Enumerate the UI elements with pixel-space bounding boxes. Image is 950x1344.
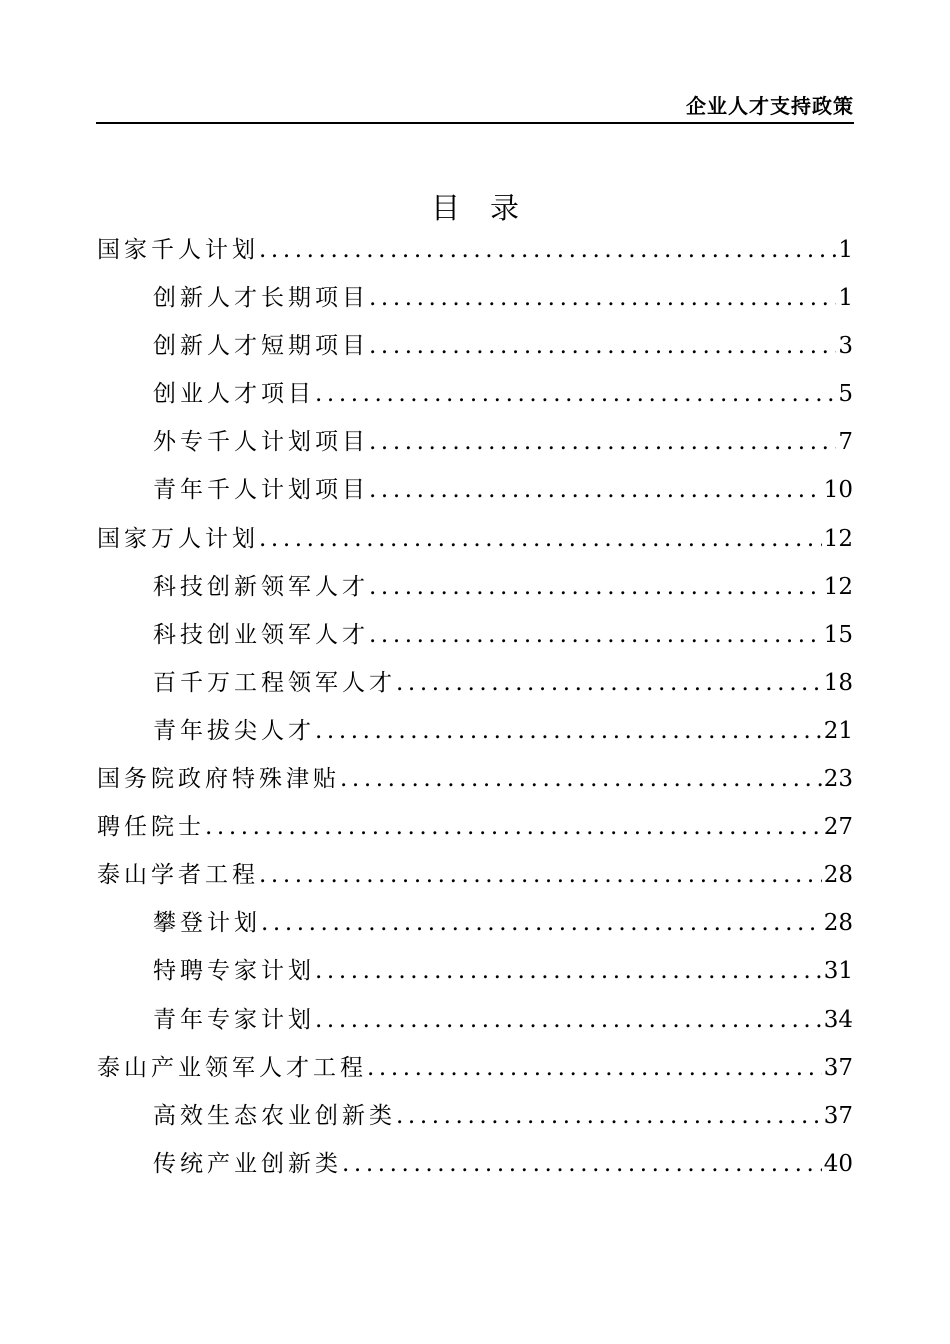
toc-entry-label: 青年专家计划 (153, 1006, 315, 1033)
toc-dot-leader (369, 418, 836, 466)
toc-dot-leader (396, 1092, 822, 1140)
toc-entry-label: 国家千人计划 (97, 237, 259, 263)
toc-entry[interactable] (97, 851, 853, 899)
toc-entry-page-number: 1 (838, 285, 853, 312)
toc-entry[interactable] (97, 466, 853, 514)
toc-dot-leader (369, 274, 836, 322)
toc-entry[interactable] (97, 1044, 853, 1092)
toc-title: 目录 (430, 191, 549, 225)
toc-dot-leader (396, 659, 822, 707)
toc-entry-label: 聘任院士 (97, 814, 205, 841)
toc-entry-label: 创新人才短期项目 (153, 333, 369, 360)
toc-entry-page-number: 21 (823, 717, 853, 744)
toc-list (97, 226, 853, 1188)
toc-entry-label: 科技创新领军人才 (153, 573, 369, 600)
toc-entry-label: 泰山产业领军人才工程 (97, 1054, 367, 1081)
toc-entry-page-number: 15 (823, 621, 853, 648)
toc-entry-label: 外专千人计划项目 (153, 429, 369, 456)
toc-entry-label: 青年千人计划项目 (153, 477, 369, 504)
toc-entry-label: 科技创业领军人才 (153, 621, 369, 648)
toc-entry-label: 攀登计划 (153, 910, 261, 937)
toc-entry-label: 国家万人计划 (97, 525, 259, 552)
toc-entry[interactable] (97, 322, 853, 370)
toc-entry[interactable] (97, 418, 853, 466)
toc-entry-page-number: 5 (838, 381, 853, 408)
toc-dot-leader (315, 707, 822, 755)
toc-entry-label: 高效生态农业创新类 (153, 1102, 396, 1129)
toc-entry-label: 青年拔尖人才 (153, 717, 315, 744)
toc-entry-page-number: 28 (823, 910, 853, 937)
toc-entry[interactable] (97, 515, 853, 563)
toc-entry-page-number: 3 (838, 333, 853, 360)
toc-dot-leader (369, 466, 822, 514)
toc-dot-leader (342, 1140, 822, 1188)
toc-entry[interactable] (97, 707, 853, 755)
toc-entry-page-number: 40 (823, 1150, 853, 1177)
toc-dot-leader (259, 851, 822, 899)
toc-dot-leader (261, 899, 822, 947)
toc-entry-label: 国务院政府特殊津贴 (97, 766, 340, 793)
toc-entry-page-number: 12 (823, 525, 853, 552)
toc-dot-leader (205, 803, 822, 851)
toc-entry[interactable] (97, 1140, 853, 1188)
toc-entry[interactable] (97, 611, 853, 659)
toc-dot-leader (340, 755, 822, 803)
toc-dot-leader (315, 370, 836, 418)
toc-dot-leader (369, 563, 822, 611)
toc-entry[interactable] (97, 274, 853, 322)
toc-entry-label: 创业人才项目 (153, 381, 315, 408)
page-header (96, 92, 854, 124)
toc-dot-leader (315, 996, 822, 1044)
toc-entry-page-number: 1 (838, 237, 853, 263)
toc-entry-label: 百千万工程领军人才 (153, 669, 396, 696)
toc-entry-page-number: 10 (823, 477, 853, 504)
toc-entry-page-number: 37 (823, 1102, 853, 1129)
toc-dot-leader (367, 1044, 822, 1092)
toc-dot-leader (259, 226, 836, 274)
toc-entry[interactable] (97, 947, 853, 995)
toc-entry-page-number: 27 (823, 814, 853, 841)
header-title: 企业人才支持政策 (686, 94, 854, 118)
toc-entry[interactable] (97, 659, 853, 707)
toc-entry-label: 创新人才长期项目 (153, 285, 369, 312)
toc-dot-leader (315, 947, 822, 995)
toc-entry-page-number: 34 (823, 1006, 853, 1033)
toc-entry-label: 传统产业创新类 (153, 1150, 342, 1177)
toc-entry-page-number: 18 (823, 669, 853, 696)
toc-entry[interactable] (97, 996, 853, 1044)
toc-entry-label: 特聘专家计划 (153, 958, 315, 985)
toc-entry[interactable] (97, 899, 853, 947)
toc-entry[interactable] (97, 1092, 853, 1140)
toc-entry-page-number: 7 (838, 429, 853, 456)
toc-entry[interactable] (97, 755, 853, 803)
toc-entry[interactable] (97, 563, 853, 611)
toc-entry-page-number: 23 (823, 766, 853, 793)
toc-entry[interactable] (97, 370, 853, 418)
toc-entry-page-number: 28 (823, 862, 853, 889)
toc-entry-page-number: 31 (823, 958, 853, 985)
toc-entry-page-number: 37 (823, 1054, 853, 1081)
toc-entry[interactable] (97, 803, 853, 851)
toc-entry[interactable] (97, 226, 853, 274)
toc-dot-leader (259, 515, 822, 563)
toc-dot-leader (369, 611, 822, 659)
toc-entry-page-number: 12 (823, 573, 853, 600)
toc-entry-label: 泰山学者工程 (97, 862, 259, 889)
toc-dot-leader (369, 322, 836, 370)
